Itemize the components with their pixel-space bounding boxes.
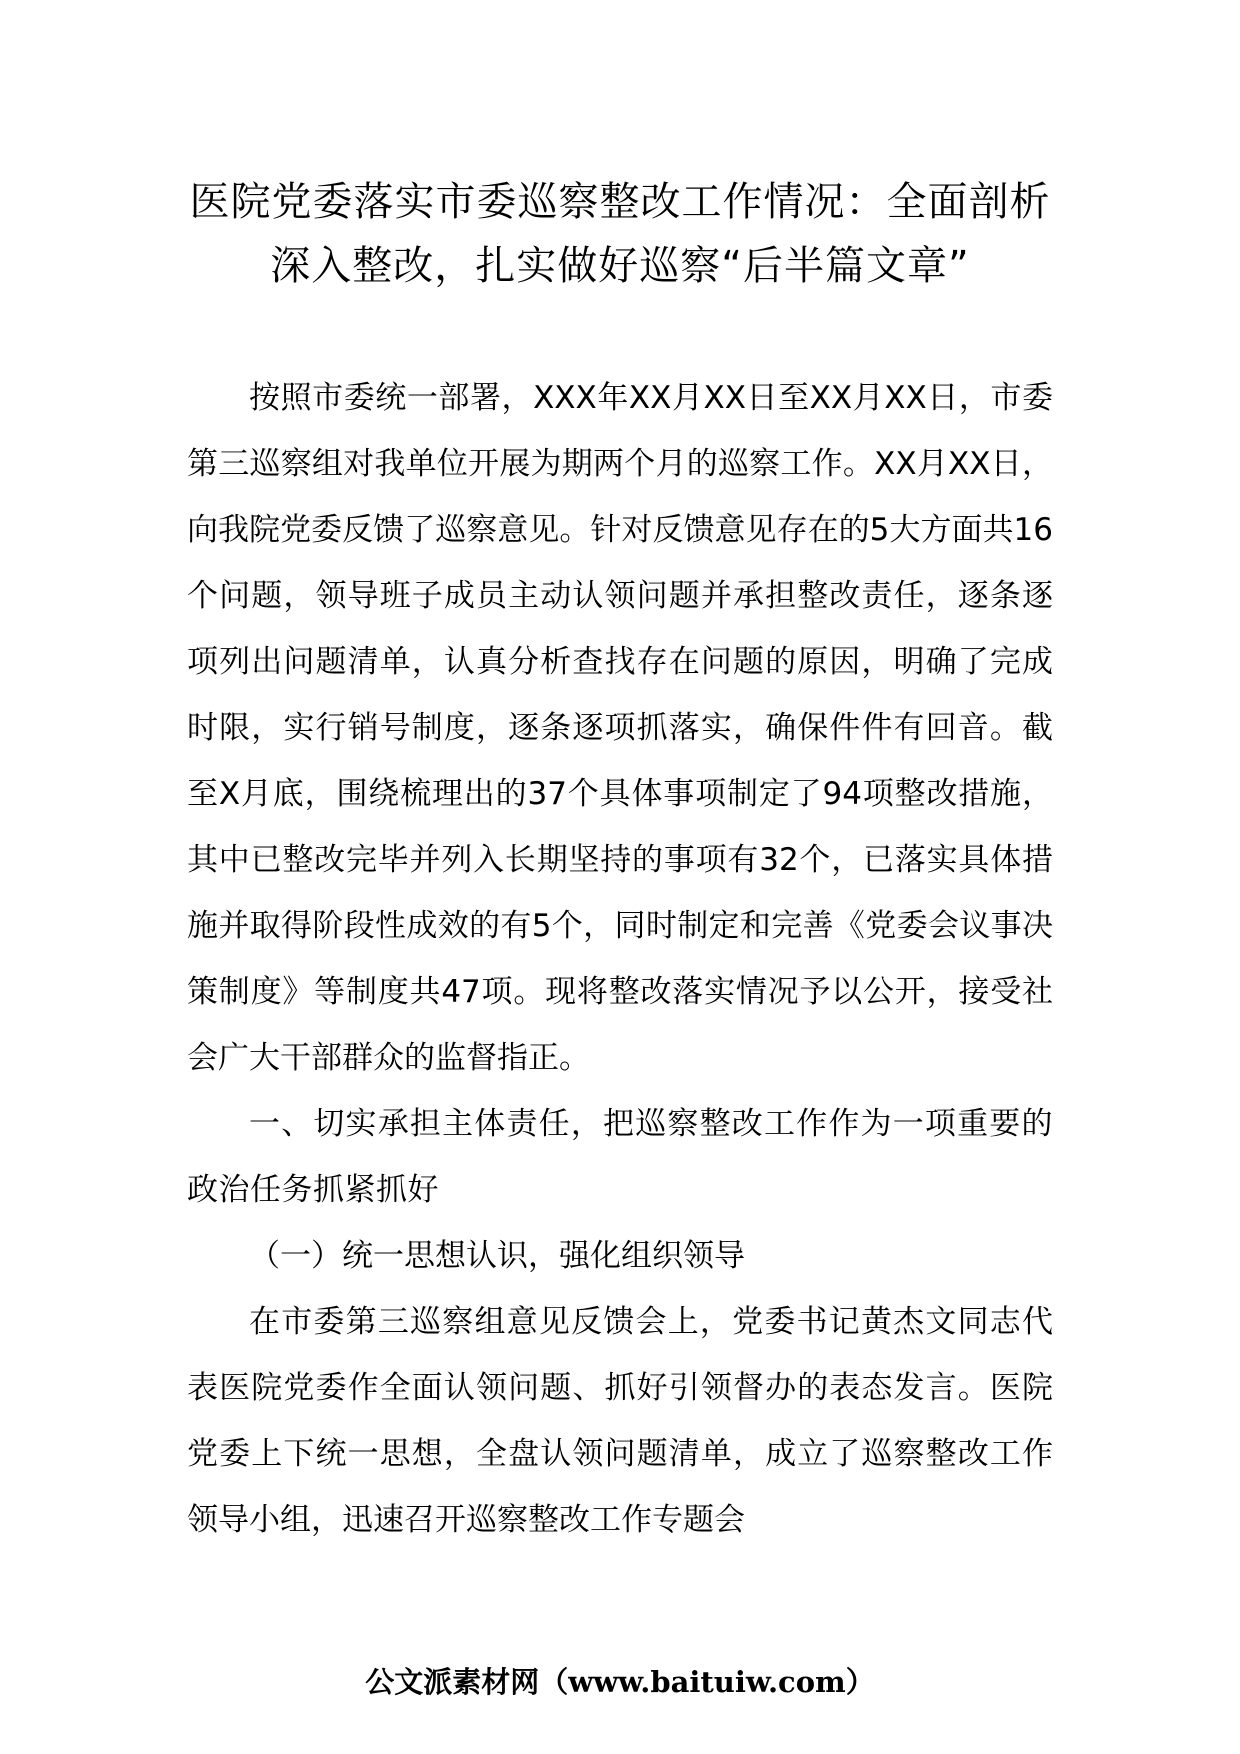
intro-paragraph: 按照市委统一部署，XXX年XX月XX日至XX月XX日，市委第三巡察组对我单位开展为期两个月的巡察工作。XX月XX日，向我院党委反馈了巡察意见。针对反馈意见存在的5大方面共16个问题，领导班子成员主动认领问题并承担整改责任，逐条逐项列出问题清单，认真分析查找存在问题的原因，明确了完成时限，实行销号制度，逐条逐项抓落实，确保件件有回音。截至X月底，围绕梳理出的37个具体事项制定了94项整改措施，其中已整改完毕并列入长期坚持的事项有32个，已落实具体措施并取得阶段性成效的有5个，同时制定和完善《党委会议事决策制度》等制度共47项。现将整改落实情况予以公开，接受社会广大干部群众的监督指正。 xyxy=(187,380,1053,1076)
subsection-heading: （一）统一思想认识，强化组织领导 xyxy=(249,1238,745,1274)
document-page xyxy=(187,0,1053,1754)
footer-watermark: 公文派素材网（www.baituiw.com） xyxy=(365,1665,875,1699)
document-title: 医院党委落实市委巡察整改工作情况：全面剖析深入整改，扎实做好巡察“后半篇文章” xyxy=(189,179,1051,289)
subsection-paragraph: 在市委第三巡察组意见反馈会上，党委书记黄杰文同志代表医院党委作全面认领问题、抓好引领督办的表态发言。医院党委上下统一思想，全盘认领问题清单，成立了巡察整改工作领导小组，迅速召开巡察整改工作专题会 xyxy=(187,1304,1053,1538)
section-heading: 一、切实承担主体责任，把巡察整改工作作为一项重要的政治任务抓紧抓好 xyxy=(187,1106,1053,1208)
document-body xyxy=(187,365,1053,1553)
